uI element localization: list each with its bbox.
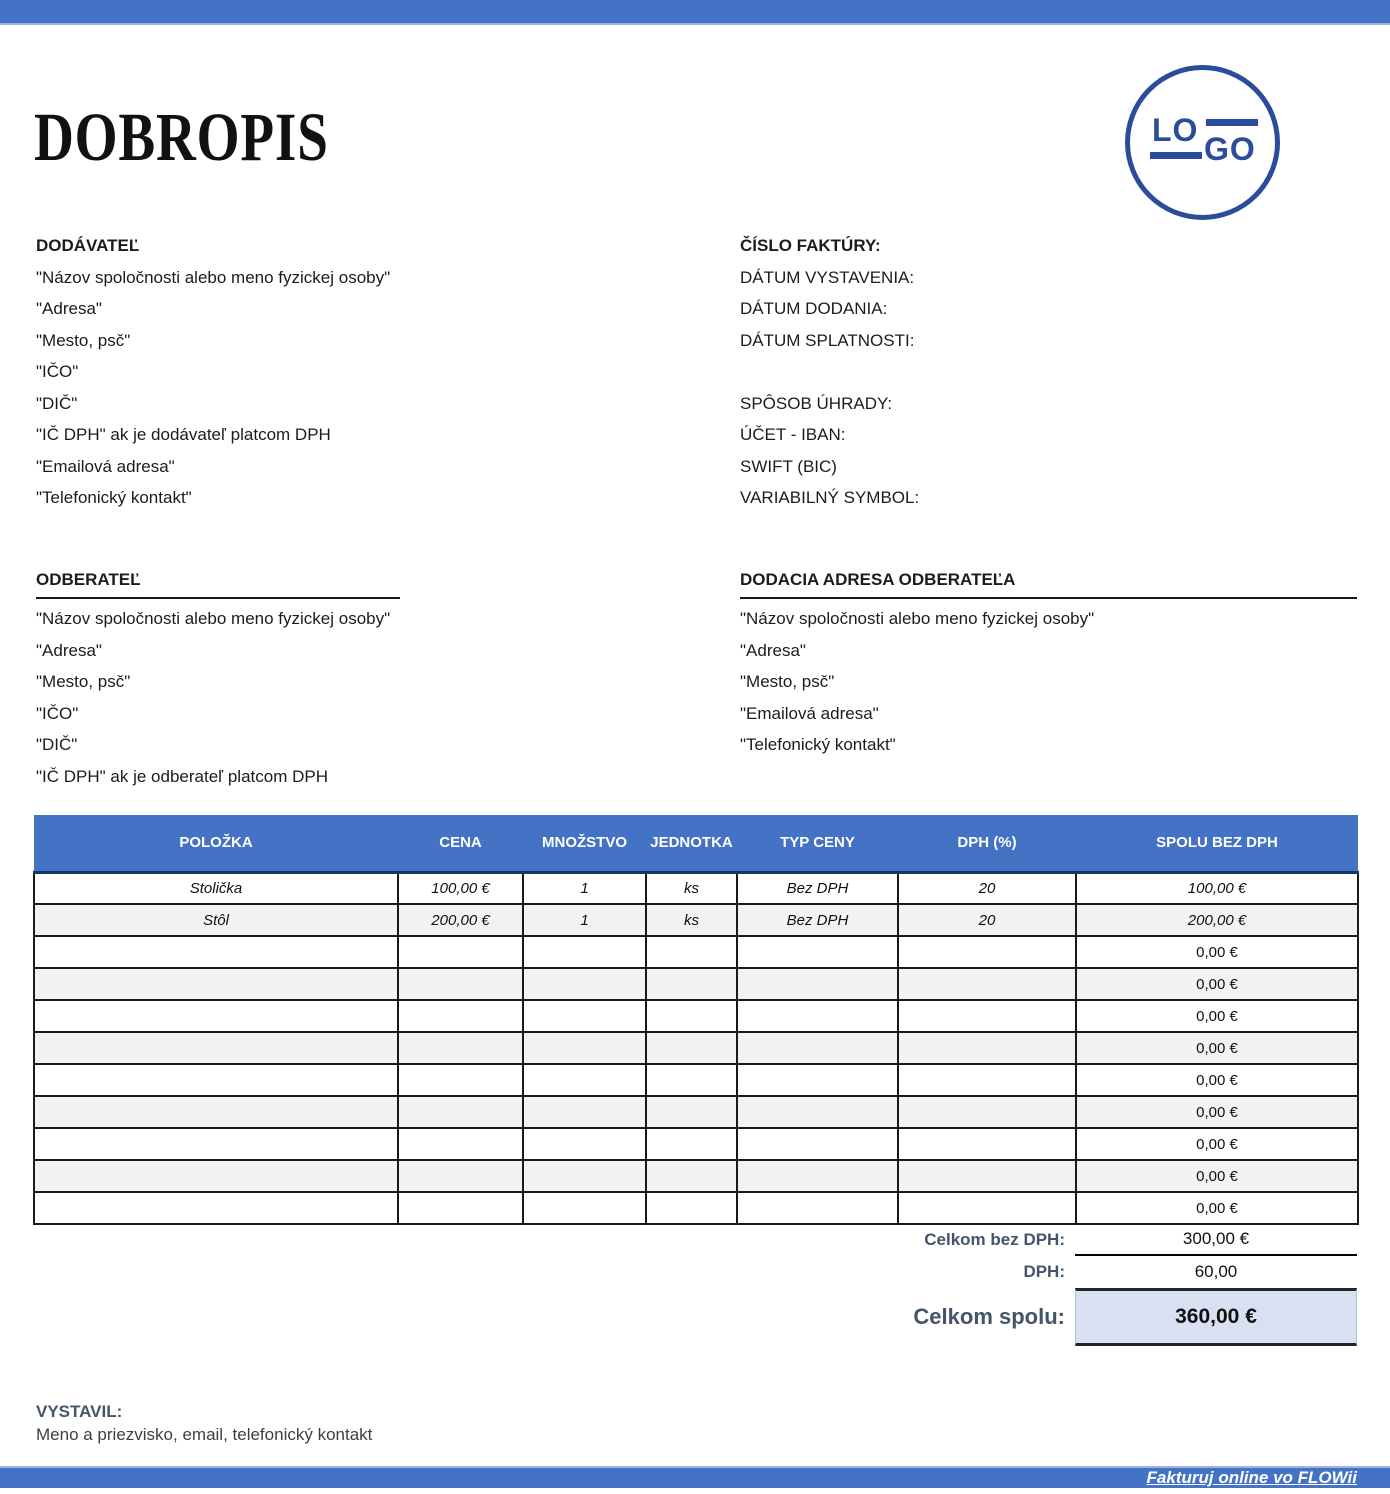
- supplier-line: "Emailová adresa": [36, 456, 175, 476]
- table-row: [34, 904, 1358, 936]
- table-cell: [34, 1128, 398, 1160]
- table-cell: [737, 1032, 898, 1064]
- items-table: [33, 815, 1359, 1225]
- table-cell: [398, 1000, 523, 1032]
- table-cell: 100,00 €: [1076, 872, 1358, 904]
- table-cell: [398, 1192, 523, 1224]
- column-header-quantity: MNOŽSTVO: [542, 834, 627, 852]
- table-cell: [34, 1000, 398, 1032]
- column-header-item: POLOŽKA: [179, 834, 253, 852]
- meta-line: VARIABILNÝ SYMBOL:: [740, 488, 920, 507]
- table-cell: 0,00 €: [1076, 1032, 1358, 1064]
- table-cell: [737, 968, 898, 1000]
- supplier-line: "IČO": [36, 362, 79, 381]
- column-header-price-type: TYP CENY: [780, 834, 855, 852]
- footer-link[interactable]: Fakturuj online vo FLOWii: [1146, 1468, 1357, 1487]
- table-cell: ks: [646, 872, 737, 904]
- supplier-line: "Adresa": [36, 299, 102, 318]
- table-cell: [398, 936, 523, 968]
- table-row: [34, 1192, 1358, 1224]
- meta-line: DÁTUM DODANIA:: [740, 299, 888, 318]
- table-cell: [737, 1192, 898, 1224]
- top-accent-bar: [0, 0, 1390, 25]
- table-cell: [523, 1192, 646, 1224]
- customer-line: "DIČ": [36, 735, 78, 754]
- table-cell: 0,00 €: [1076, 1064, 1358, 1096]
- table-cell: [646, 936, 737, 968]
- logo-bar-top: [1206, 119, 1258, 126]
- logo-bar-bottom: [1150, 152, 1202, 159]
- table-cell: 1: [523, 872, 646, 904]
- issued-by-section: [36, 1400, 372, 1446]
- table-cell: [737, 1160, 898, 1192]
- table-row: [34, 1096, 1358, 1128]
- table-cell: [646, 968, 737, 1000]
- table-cell: [737, 1000, 898, 1032]
- meta-line: SPÔSOB ÚHRADY:: [740, 393, 893, 413]
- table-cell: 0,00 €: [1076, 1096, 1358, 1128]
- table-cell: [898, 1128, 1076, 1160]
- delivery-line: "Adresa": [740, 640, 806, 660]
- customer-line: "IČ DPH" ak je odberateľ platcom DPH: [36, 766, 328, 786]
- table-cell: [523, 1160, 646, 1192]
- meta-line: DÁTUM VYSTAVENIA:: [740, 267, 915, 287]
- table-cell: 0,00 €: [1076, 936, 1358, 968]
- table-row: [34, 1032, 1358, 1064]
- table-cell: 20: [898, 904, 1076, 936]
- supplier-heading: DODÁVATEĽ: [36, 236, 140, 255]
- subtotal-value: 300,00 €: [1075, 1224, 1357, 1256]
- table-cell: [646, 1192, 737, 1224]
- table-cell: [398, 1128, 523, 1160]
- table-cell: 200,00 €: [1076, 904, 1358, 936]
- table-cell: [34, 1064, 398, 1096]
- table-cell: [523, 1032, 646, 1064]
- delivery-line: "Emailová adresa": [740, 703, 879, 723]
- meta-line: SWIFT (BIC): [740, 456, 837, 476]
- grand-total-row: [33, 1288, 1357, 1346]
- invoice-meta-section: [740, 230, 1360, 514]
- delivery-line: "Telefonický kontakt": [740, 735, 896, 754]
- table-cell: [398, 1096, 523, 1128]
- logo-text-lo: LO: [1152, 112, 1199, 148]
- table-row: [34, 1128, 1358, 1160]
- table-cell: [646, 1032, 737, 1064]
- table-cell: [737, 1064, 898, 1096]
- table-cell: 20: [898, 872, 1076, 904]
- table-row: [34, 872, 1358, 904]
- customer-line: "Adresa": [36, 640, 102, 660]
- items-table-body: [34, 872, 1358, 1224]
- table-cell: [523, 1000, 646, 1032]
- column-header-vat: DPH (%): [957, 834, 1017, 852]
- table-cell: [646, 1096, 737, 1128]
- page-title: DOBROPIS: [34, 99, 329, 175]
- table-cell: [523, 1128, 646, 1160]
- table-cell: Stôl: [34, 904, 398, 936]
- table-cell: [34, 1096, 398, 1128]
- table-cell: Bez DPH: [737, 872, 898, 904]
- table-cell: [34, 1032, 398, 1064]
- vat-value: 60,00: [1194, 1262, 1238, 1281]
- table-cell: Stolička: [34, 872, 398, 904]
- table-cell: [898, 1000, 1076, 1032]
- customer-line: "Mesto, psč": [36, 672, 131, 691]
- vat-row: [33, 1256, 1357, 1288]
- table-cell: [523, 968, 646, 1000]
- company-logo: [1125, 65, 1280, 220]
- table-cell: [398, 1064, 523, 1096]
- items-table-header-row: [34, 815, 1358, 872]
- table-cell: Bez DPH: [737, 904, 898, 936]
- delivery-line: "Mesto, psč": [740, 672, 835, 691]
- meta-line-spacer: [740, 356, 1360, 388]
- table-cell: 0,00 €: [1076, 1000, 1358, 1032]
- table-cell: [523, 936, 646, 968]
- column-header-total-ex-vat: SPOLU BEZ DPH: [1156, 834, 1278, 852]
- table-cell: 100,00 €: [398, 872, 523, 904]
- table-cell: [34, 1192, 398, 1224]
- table-cell: 1: [523, 904, 646, 936]
- table-cell: [646, 1160, 737, 1192]
- column-header-unit: JEDNOTKA: [650, 834, 733, 852]
- table-cell: [898, 968, 1076, 1000]
- table-cell: 0,00 €: [1076, 968, 1358, 1000]
- customer-heading: ODBERATEĽ: [36, 570, 400, 599]
- meta-line: DÁTUM SPLATNOSTI:: [740, 330, 915, 350]
- delivery-heading: DODACIA ADRESA ODBERATEĽA: [740, 570, 1357, 599]
- table-cell: [737, 1128, 898, 1160]
- vat-label: DPH:: [1023, 1262, 1065, 1281]
- supplier-line: "DIČ": [36, 393, 78, 413]
- issued-by-heading: VYSTAVIL:: [36, 1402, 123, 1421]
- table-cell: 200,00 €: [398, 904, 523, 936]
- customer-line: "IČO": [36, 703, 79, 723]
- supplier-line: "Telefonický kontakt": [36, 488, 192, 507]
- table-cell: [737, 936, 898, 968]
- table-row: [34, 1000, 1358, 1032]
- subtotal-row: [33, 1224, 1357, 1256]
- customer-section: [36, 603, 696, 792]
- table-cell: 0,00 €: [1076, 1128, 1358, 1160]
- table-cell: [523, 1064, 646, 1096]
- table-cell: [646, 1000, 737, 1032]
- table-cell: [898, 1192, 1076, 1224]
- supplier-section: [36, 230, 696, 514]
- customer-line: "Názov spoločnosti alebo meno fyzickej osoby": [36, 609, 391, 628]
- table-cell: [34, 1160, 398, 1192]
- supplier-line: "IČ DPH" ak je dodávateľ platcom DPH: [36, 425, 331, 444]
- table-cell: [398, 968, 523, 1000]
- table-row: [34, 1064, 1358, 1096]
- table-cell: [898, 1032, 1076, 1064]
- table-cell: [34, 936, 398, 968]
- table-cell: [398, 1160, 523, 1192]
- table-cell: [898, 936, 1076, 968]
- table-cell: ks: [646, 904, 737, 936]
- table-cell: [646, 1064, 737, 1096]
- table-cell: 0,00 €: [1076, 1160, 1358, 1192]
- table-row: [34, 1160, 1358, 1192]
- table-cell: [898, 1064, 1076, 1096]
- meta-line: ÚČET - IBAN:: [740, 425, 846, 444]
- table-row: [34, 968, 1358, 1000]
- grand-total-label: Celkom spolu:: [913, 1304, 1065, 1329]
- table-row: [34, 936, 1358, 968]
- supplier-line: "Mesto, psč": [36, 330, 131, 350]
- grand-total-value: 360,00 €: [1075, 1288, 1357, 1346]
- table-cell: [34, 968, 398, 1000]
- invoice-number-label: ČÍSLO FAKTÚRY:: [740, 236, 881, 255]
- delivery-line: "Názov spoločnosti alebo meno fyzickej osoby": [740, 609, 1095, 628]
- totals-section: [33, 1224, 1357, 1346]
- logo-text-go: GO: [1204, 131, 1256, 167]
- table-cell: [737, 1096, 898, 1128]
- table-cell: [398, 1032, 523, 1064]
- delivery-section: [740, 603, 1357, 761]
- table-cell: [898, 1160, 1076, 1192]
- table-cell: [898, 1096, 1076, 1128]
- subtotal-label: Celkom bez DPH:: [924, 1230, 1065, 1249]
- footer-bar: [0, 1466, 1390, 1488]
- table-cell: 0,00 €: [1076, 1192, 1358, 1224]
- issued-by-line: Meno a priezvisko, email, telefonický kontakt: [36, 1425, 373, 1444]
- column-header-price: CENA: [439, 834, 482, 852]
- table-cell: [646, 1128, 737, 1160]
- table-cell: [523, 1096, 646, 1128]
- supplier-line: "Názov spoločnosti alebo meno fyzickej osoby": [36, 267, 391, 287]
